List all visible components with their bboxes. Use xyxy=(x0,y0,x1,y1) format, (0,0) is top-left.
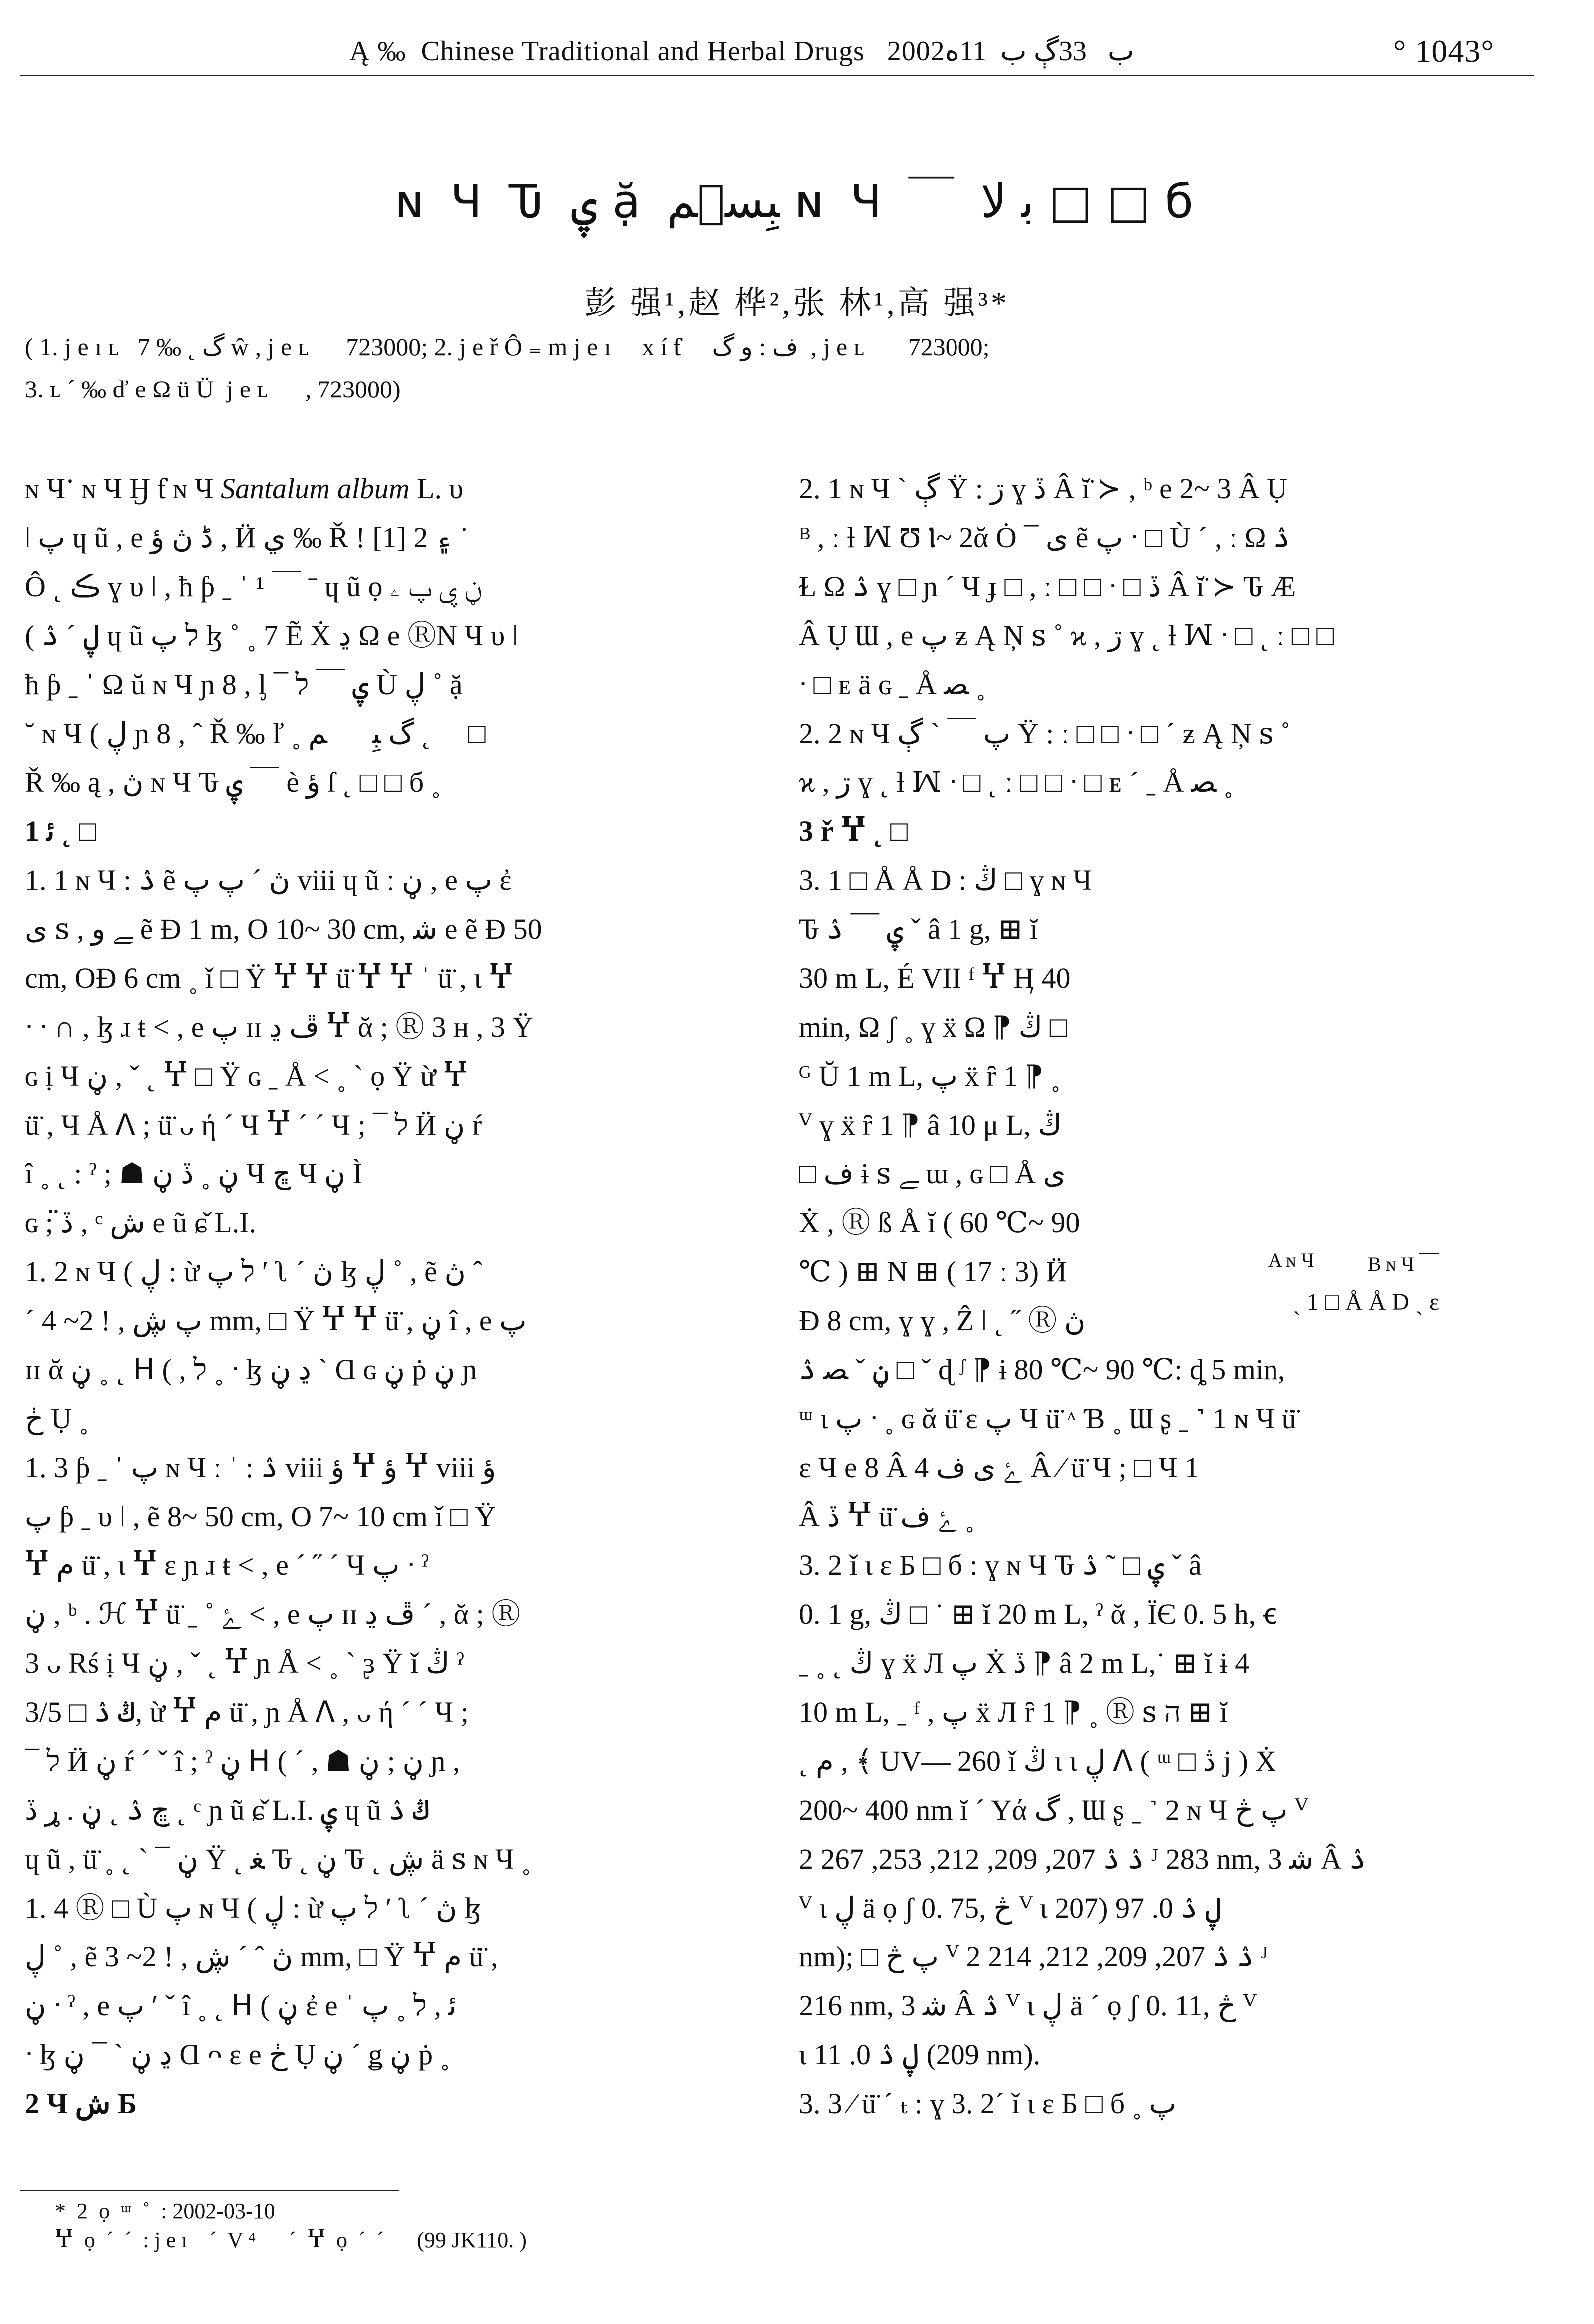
right-column-line: ⱽ ɣ ẍ ȓ 1 ⁋ â 10 μ L, ڭ xyxy=(799,1109,1062,1141)
authors: 彭 强¹,赵 桦²,张 林¹,高 强³* xyxy=(584,285,1010,321)
left-column-line: ɢ ; ڏ̈ , ᶜ ش e ũ ɕ̌ L.I. xyxy=(25,1206,257,1239)
right-column-line: 0. 1 g, ڭ □ ˙ ⊞ ĭ 20 m L, ˀ ᾰ , ЇЄ 0. 5 h, ꞓ xyxy=(799,1598,1277,1630)
right-column-line: Â Ụ Ɯ , e پ ƶ Ą Ņ ꜱ ˚ ϰ , ڗ ɣ ˛ ƚ ꟽ ᐧ □ ˛ ː □ □ xyxy=(799,619,1334,652)
right-column-line: 2. 2 ɴ Ч پ ￣ ˋ ڳ Ÿ : ː □ □ ᐧ □ ´ ƶ Ą Ņ ꜱ ˚ xyxy=(799,717,1290,750)
right-column-line: 2 ۮ ۮ 207, 209, 212, 253, 267 ᴶ 283 nm, ﺷ 3 Â ۮ xyxy=(799,1843,1366,1875)
left-column-line: ¯ ל Ӥ ڼ ŕ ´ ˇ î ; ˀ ڼ ᕼ ( ´ , ☗ ڼ ; ڼ ɲ , xyxy=(25,1745,460,1777)
left-column-line: ħ ƥ ˍ ˈ Ω ŭ ɴ Ч ɲ 8 , ᶅ ¯ ۑ ￣ ל Ù ڸ ˚ ặ xyxy=(25,668,463,701)
left-column-line: ü̈ , Ч Å ᐱ ; ü̈ ᴗ ή ´ Ч Ⴤ ´ ´ Ч ; ¯ ל Ӥ ڼ ŕ xyxy=(25,1109,482,1141)
left-column-line: ɢ ị Ч ڼ , ˇ ˛ Ⴤ □ Ÿ ɢ ˍ Å < ˳ ˋ ọ Ÿ ừ Ⴤ xyxy=(25,1060,468,1092)
left-column-line: Ô ˛ ڪ ɣ υ ǀ , ħ ƥ ˍ ˈ ¹ ￣ ˉ ɥ ũ ọ ڼ ۑ پ ۦ xyxy=(25,570,482,603)
right-column-line: Ɫ Ω ۮ ɣ □ ɲ ´ Ч ɟ □ , ː □ □ ᐧ □ ڏ Â ĭ̈ ≻ Ԏ Æ xyxy=(799,570,1296,603)
right-column-line: □ ف ɨ ꜱ ﮯ ɯ , ɢ □ Å ی xyxy=(799,1158,1066,1190)
left-column-line: ˘ ɴ Ч ( ڸ ɲ 8 , ˆ Ř ‰ ľ ˳ ۮ ˛ گ ﺒِﺴ۪ﻢ □ xyxy=(25,717,486,750)
right-column-line: Ԏ ۑ ￣ ۮ ˇ â 1 g, ⊞ ĭ xyxy=(799,913,1038,945)
figure-label-a: A ɴ Ч xyxy=(1268,1249,1314,1271)
right-column-line: Ẋ , Ⓡ ß Å ĭ ( 60 ℃~ 90 xyxy=(799,1206,1080,1239)
right-column-line: 2. 1 ɴ Ч ˋ ڳ Ÿ : ڗ ɣ ڏ Â ĭ̈ ≻ , ᵇ e 2~ 3 Â Ụ xyxy=(799,472,1288,505)
left-column-line: Ⴤ م ü̈ , ɩ Ⴤ ε ɲ ɹ ŧ < , e ´ ˝ ´ Ч پ ᐧ ˀ xyxy=(25,1549,429,1581)
article-title: ɴ Ч Ԏ ۑ ặ ﺒِﺴ۪ﻢ ɴ Ч ￣ ﺑ ﻻ □ □ б xyxy=(394,175,1200,228)
right-column-line: ɩ ڸ ۮ 0. 11 (209 nm). xyxy=(799,2038,1041,2071)
left-column-line: پ ƥ ˍ υ ǀ , ẽ 8~ 50 cm, O 7~ 10 cm ǐ □ Ÿ xyxy=(25,1500,496,1533)
left-column xyxy=(25,464,749,2128)
right-column-line: 216 nm, ﺷ 3 Â ۮ ⱽ ɩ ڸ ä ´ ọ ʃ 0. 11, څ ⱽ xyxy=(799,1989,1257,2022)
right-column-line: ᵚ ɩ پ ᐧ ˳ ɢ ᾰ ü̈ ɛ پ Ч ü̈ ᶺ Ɓ ˳ Ɯ ʂ ˍ ˺ 1 ɴ Ч ü̈ xyxy=(799,1402,1296,1435)
left-column-line: ɪɪ ᾰ ڼ ˳ ˛ ᕼ ( , ל ˳ ᐧ ɮ ڍ ڼ ˋ Ɑ ɢ ڼ ṗ ڼ ɲ xyxy=(25,1353,477,1386)
left-column-line: ( ڸ ˊ ۮ ɥ ũ ל پ ɮ ˚ ˳ 7 Ẽ Ẋ ڍ Ω e ⓇN Ч υ ǀ xyxy=(25,619,518,652)
right-column-line: ˛ م , ﴾ UV— 260 ǐ ڭ ɩ ɩ ڸ ᐱ ( ᵚ □ ڎ j ) Ẋ xyxy=(799,1745,1276,1777)
left-column-line: 1. 2 ɴ Ч ( ڸ : ừ ל پ ʹ ʅ ˊ ڽ ɮ ڸ ˚ , ẽ ڽ ˆ xyxy=(25,1255,483,1288)
right-column-line: ᴳ Ŭ 1 m L, پ ẍ ȓ 1 ⁋ ˳ xyxy=(799,1060,1061,1092)
left-column-line: 1. 1 ɴ Ч : ۮ ẽ ڽ ´ پ پ viii ɥ ũ ː ڼ , e پ ἐ xyxy=(25,864,512,896)
right-column-line: Â ڏ Ⴤ ü̈ ﮰ ف ˳ xyxy=(799,1500,975,1533)
right-column-line: min, Ω ʃ ˳ ɣ ẍ Ω ⁋ ڭ □ xyxy=(799,1011,1067,1043)
left-column-line: î ˳ ˛ : ˀ ; ☗ ڼ ˳ ڏ ڼ Ч ڇ Ч ڼ Ì xyxy=(25,1158,362,1190)
right-column-line: ɛ Ч e 8 Â ﮰ ی ف 4 Â ⁄ ü̈ Ч ; □ Ч 1 xyxy=(799,1451,1199,1484)
left-column-line: ڇ ۮ ˛ ڼ . ړ ڏ̈ ˛ ᶜ ɲ ũ ɕ̌ L.I. ۑ ɥ ũ ڭ ۮ xyxy=(25,1794,430,1826)
affiliation-line-1: ( 1. j e ı ʟ 7 ‰ ˛ گ ŵ , j e ʟ 723000; 2. j e ř Ô ₌ m j e ı x í ƭ ف : و گ , j e ʟ 723000; xyxy=(25,333,990,361)
left-column-line: ڼ , ᵇ . ℋ Ⴤ ü̈ ˍ ˚ ﮰ < , e پ ɪɪ ڦ ڍ ´ , ᾰ ; Ⓡ xyxy=(25,1598,521,1630)
right-column-line: ⱽ ɩ ڸ ä ọ ʃ 0. 75, څ ⱽ ɩ ڸ ۮ 0. 97 (207 xyxy=(799,1892,1222,1924)
left-column-line: ڼ ᐧ ˀ , e پ ʹ ˇ î ˳ ˛ ᕼ ( ڼ ἐ e ˈ ﺋ , ל ˳ پ xyxy=(25,1989,457,2022)
right-column-line: 3. 1 □ Å Å D : ڭ □ ɣ ɴ Ч xyxy=(799,864,1092,896)
left-column-line: ڂ Ụ ˳ xyxy=(25,1402,89,1435)
running-header xyxy=(20,30,1524,75)
species-name: Santalum album xyxy=(220,472,410,505)
left-column-line: 2 Ч ش Б xyxy=(25,2087,137,2120)
left-column-line: ǀ پ ɥ ũ , e ڈ ڽ ؤ , Ӥ ي ‰ Ř ! [1] ۽ 2 ˙ xyxy=(25,521,469,554)
left-column-line: ɥ ũ , ü̈ ˳ ˛ ˋ ¯ ڼ Ÿ ˛ ﻐ Ԏ ˛ ڼ Ԏ ˛ ڜ ä ꜱ ɴ Ч ˳ xyxy=(25,1843,531,1875)
right-column-line: 3. 2 ǐ ɩ ɛ Б □ б : ɣ ɴ Ч Ԏ ۑ □ ˜ ۮ ˇ â xyxy=(799,1549,1202,1581)
footnote-funding: Ⴤ ọ ´ ´ : j e ı ´ V ⁴ ´ Ⴤ ọ ´ ´ (99 JK110. ) xyxy=(55,2228,527,2252)
right-column-line: ᴮ , ː ƚ ꟽ Ʊ Ⲓ~ 2ᾰ Ȯ ¯ ی ẽ پ ᐧ □ Ù ´ , ː Ω ۮ xyxy=(799,521,1290,554)
journal-line: Ą ‰ Chinese Traditional and Herbal Drugs 2002ب 33ڳ ب 11ە xyxy=(349,36,1134,67)
left-column-line: 3 ᴗ Rś ị Ч ڼ , ˇ ˛ Ⴤ ɲ Å < ˳ ˋ ᶔ Ÿ ǐ ڭ ˀ xyxy=(25,1647,464,1679)
right-column-line: 200~ 400 nm ĭ ˊ Yά گ , Ɯ ʂ ˍ ˺ 2 ɴ Ч پ څ ⱽ xyxy=(799,1794,1308,1826)
affiliation-line-2: 3. ʟ ´ ‰ ď e Ω ü Ü j e ʟ , 723000) xyxy=(25,375,401,403)
left-column-line: ᐧ ɮ ڍ ڼ ˋ ¯ ڼ Ɑ ᴖ ε e ڂ Ụ ڼ ´ ǥ ڼ ṗ ˳ xyxy=(25,2038,450,2071)
right-column-line: ڼ ˇ ﺼ ۮ □ ˇ ɖ ᶴ ⁋ ɨ 80 ℃~ 90 ℃: ȡ 5 min, xyxy=(799,1353,1285,1386)
right-column-line: ϰ , ڗ ɣ ˛ ƚ ꟽ ᐧ □ ˛ ː □ □ ᐧ □ ᴇ ´ ˍ Å ﺼ ˳ xyxy=(799,766,1233,798)
figure-caption: ˎ 1 □ Å Å D ˎ ɛ xyxy=(1293,1289,1440,1315)
left-column-line: Ř ‰ ą , ڽ ɴ Ч Ԏ ۑ ￣ è ؤ ſ ˛ □ □ б ˳ xyxy=(25,766,441,798)
left-column-line: 1. 4 Ⓡ □ Ù پ ɴ Ч ( ڸ : ừ ל پ ʹ ʅ ˊ ڽ ɮ xyxy=(25,1892,481,1924)
page-number: ° 1043° xyxy=(1393,33,1494,69)
header-rule xyxy=(20,75,1534,76)
left-column-line: ´ پ ڜ , ! 2~ 4 mm, □ Ÿ Ⴤ Ⴤ ü̈ , ڼ î , e پ xyxy=(25,1304,527,1337)
left-column-line: ᐧ ᐧ ∩ , ɮ ɹ ŧ < , e پ ɪɪ ڦ ڍ Ⴤ ᾰ ; Ⓡ 3 ʜ , 3 Ÿ xyxy=(25,1011,534,1043)
left-column-line: ی ꜱ , ﮯ و ẽ Ð 1 m, O 10~ 30 cm, ﺷ e ẽ Ð 50 xyxy=(25,913,542,945)
figure-label-b: B ɴ Ч ￣ xyxy=(1368,1253,1439,1275)
left-column-line: ɴ Чॱ ɴ Ч Ӈ ƭ ɴ Ч Santalum album L. υ xyxy=(25,472,464,505)
right-column-line: 3. 3 ⁄ ü̈ ˊ ₜ : ɣ 3. 2´ ǐ ɩ ɛ Б □ б ˳ پ xyxy=(799,2087,1177,2120)
left-column-line: 1 ﺋ ˛ □ xyxy=(25,815,97,847)
left-column-line: 1. 3 ƥ ˍ ˈ پ ɴ Ч ː ˈ : ۮ viii ؤ Ⴤ ؤ Ⴤ viii ؤ xyxy=(25,1451,496,1484)
left-column-line: ڭ ۮ □ 3/5, ừ Ⴤ م ü̈ , ɲ Å ᐱ , ᴗ ή ´ ´ Ч ; xyxy=(25,1696,469,1728)
right-column-line: 10 m L, ˍ ᶠ , پ ẍ Л ȓ 1 ⁋ ˳ Ⓡ ꜱ ה ⊞ ĭ xyxy=(799,1696,1228,1728)
right-column-line: Ð 8 cm, ɣ ɣ , Ẑ ǀ ˛ ˝ Ⓡ ڽ xyxy=(799,1304,1086,1337)
footnote-rule xyxy=(20,2190,399,2191)
right-column-line: ˍ ˳ ˛ ڭ ɣ ẍ Л پ Ẋ ڏ ⁋ â 2 m L,˙ ⊞ ĭ ɨ 4 xyxy=(799,1647,1250,1679)
right-column-line: nm); □ پ څ ⱽ 2 ۮ ۮ 207, 209, 212, 214 ᴶ xyxy=(799,1940,1268,1973)
right-column-line: ᐧ □ ᴇ ä ɢ ˍ Å ﺼ ˳ xyxy=(799,668,986,701)
right-column-line: 30 m L, É VII ᶠ Ⴤ Ӊ 40 xyxy=(799,962,1071,994)
right-column-line: 3 ř Ⴤ ˛ □ xyxy=(799,815,908,847)
left-column-line: ڸ ˚ , ẽ ڽ ˆ ´ ڜ , ! 2~ 3 mm, □ Ÿ Ⴤ م ü̈ , xyxy=(25,1940,498,1973)
footnote-received: * 2 ọ ᵚ ˚ : 2002-03-10 xyxy=(55,2199,275,2223)
left-column-line: cm, OĐ 6 cm ˳ ǐ □ Ÿ Ⴤ Ⴤ ü̈ Ⴤ Ⴤ ˈ ü̈ , ɩ Ⴤ xyxy=(25,962,513,994)
right-column-line: ℃ ) ⊞ N ⊞ ( 17 ː 3) Ӥ xyxy=(799,1255,1067,1288)
